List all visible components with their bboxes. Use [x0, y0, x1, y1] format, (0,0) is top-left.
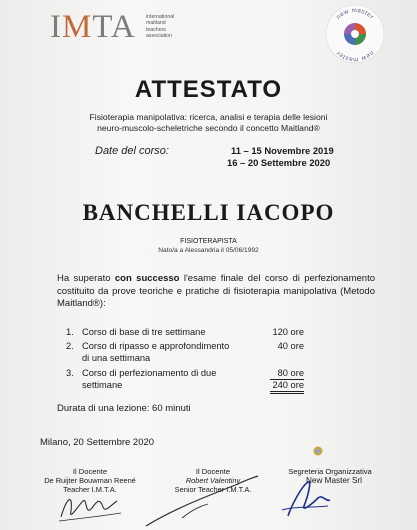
certificate-body: Ha superato con successo l'esame finale del corso di perfezionamento costituito da prove teoriche e pratiche di fisioterapia manipolativa (Metodo Maitland®):: [57, 273, 375, 309]
signature-2-handwriting: [142, 470, 262, 530]
svg-text:new master: new master: [335, 6, 376, 21]
course-2-number: 2.: [66, 341, 74, 351]
recipient-birth: Nato/a a Alessandria il 05/06/1992: [158, 247, 259, 254]
course-2-name-line2: di una settimana: [82, 353, 151, 363]
imta-logo-letters: IMTA: [50, 9, 136, 45]
signature-1-name: De Ruijter Bouwman Reené: [44, 476, 136, 485]
course-3-name: Corso di perfezionamento di due: [82, 368, 217, 378]
signature-3-role: Segreteria Organizzativa: [288, 467, 372, 476]
total-hours: 240 ore: [270, 379, 304, 394]
course-3-hours: 80 ore: [270, 367, 304, 380]
recipient-profession: FISIOTERAPISTA: [180, 238, 237, 245]
course-2-hours: 40 ore: [277, 341, 304, 351]
signature-2-title: Senior Teacher I.M.T.A.: [174, 485, 252, 494]
signature-1-title: Teacher I.M.T.A.: [63, 485, 117, 494]
course-3-number: 3.: [66, 368, 74, 378]
course-date-1: 11 – 15 Novembre 2019: [231, 145, 334, 156]
imta-logo: [50, 8, 200, 46]
course-1-hours: 120 ore: [272, 327, 304, 337]
signature-1-handwriting: [55, 487, 125, 525]
recipient-name: BANCHELLI IACOPO: [82, 200, 335, 225]
new-master-logo: [323, 2, 387, 66]
lesson-duration: Durata di una lezione: 60 minuti: [57, 403, 191, 414]
signature-2-name: Robert Valentiny: [185, 476, 241, 485]
course-subtitle: Fisioterapia manipolativa: ricerca, analisi e terapia delle lesioni neuro-muscolo-scheletriche secondo il concetto Maitland®: [89, 112, 328, 133]
dates-label: Date del corso:: [95, 145, 169, 157]
signature-2-role: Il Docente: [195, 467, 231, 476]
hologram-seal-icon: [313, 446, 323, 456]
signature-3-name: New Master Srl: [306, 476, 362, 485]
course-2-name: Corso di ripasso e approfondimento: [82, 341, 230, 351]
signature-3-handwriting: [278, 476, 334, 520]
course-3-name-line2: settimane: [82, 380, 123, 390]
course-1-number: 1.: [66, 327, 74, 337]
signature-1-role: Il Docente: [72, 467, 108, 476]
imta-logo-subtitle: international maitland teachers association: [146, 14, 175, 40]
course-1-name: Corso di base di tre settimane: [82, 327, 206, 337]
svg-text:new master: new master: [334, 49, 375, 64]
place-and-date: Milano, 20 Settembre 2020: [40, 437, 155, 448]
certificate-title: ATTESTATO: [134, 76, 283, 103]
course-date-2: 16 – 20 Settembre 2020: [227, 157, 331, 168]
